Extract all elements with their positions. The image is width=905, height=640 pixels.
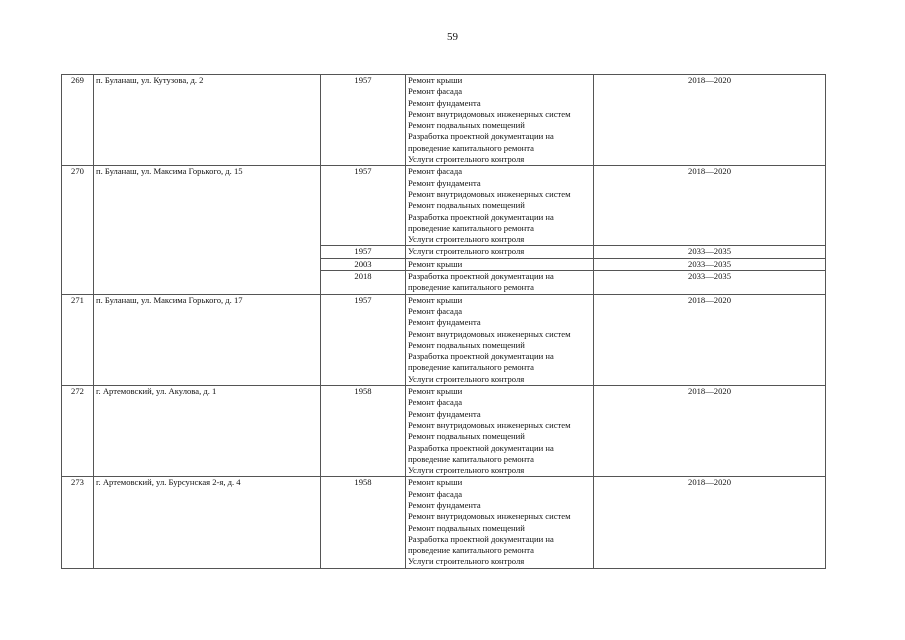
work-types-cell (406, 271, 594, 295)
table-row (62, 166, 826, 246)
period-cell: 2018—2020 (594, 386, 826, 477)
row-number: 272 (62, 386, 94, 477)
work-item: Услуги строительного контроля (408, 373, 525, 384)
period-cell: 2033—2035 (594, 258, 826, 270)
row-number: 273 (62, 477, 94, 568)
work-item: Ремонт фундамента (408, 97, 481, 108)
work-item: Разработка проектной документации на (408, 211, 554, 222)
period-cell: 2018—2020 (594, 166, 826, 246)
work-item: Ремонт подвальных помещений (408, 200, 525, 211)
work-item: Ремонт крыши (408, 294, 463, 305)
table-row (62, 386, 826, 477)
work-types-cell (406, 75, 594, 166)
work-item: Ремонт внутридомовых инженерных систем (408, 419, 571, 430)
work-item: проведение капитального ремонта (408, 362, 534, 373)
work-types-cell (406, 258, 594, 270)
work-item: Ремонт подвальных помещений (408, 431, 525, 442)
work-item: Разработка проектной документации на (408, 442, 554, 453)
work-item: Услуги строительного контроля (408, 234, 525, 245)
work-types-cell (406, 386, 594, 477)
work-item: Ремонт крыши (408, 75, 463, 85)
work-item: Разработка проектной документации на (408, 533, 554, 544)
work-item: Ремонт фундамента (408, 499, 481, 510)
work-item: Ремонт крыши (408, 477, 463, 488)
table-row (62, 477, 826, 568)
year-cell: 2018 (321, 271, 406, 295)
year-cell: 1957 (321, 166, 406, 246)
year-cell: 1957 (321, 75, 406, 166)
work-item: Ремонт крыши (408, 258, 463, 269)
work-item: Услуги строительного контроля (408, 556, 525, 567)
work-item: Ремонт фундамента (408, 408, 481, 419)
address-cell: п. Буланаш, ул. Максима Горького, д. 15 (94, 166, 321, 294)
period-cell: 2033—2035 (594, 271, 826, 295)
work-item: Ремонт подвальных помещений (408, 120, 525, 131)
table-row (62, 294, 826, 385)
row-number: 269 (62, 75, 94, 166)
work-item: Услуги строительного контроля (408, 154, 525, 165)
period-cell: 2018—2020 (594, 294, 826, 385)
work-item: Ремонт фасада (408, 166, 463, 177)
work-item: Ремонт внутридомовых инженерных систем (408, 188, 571, 199)
year-cell: 1957 (321, 294, 406, 385)
work-item: Разработка проектной документации на (408, 131, 554, 142)
work-item: проведение капитального ремонта (408, 545, 534, 556)
work-types-cell (406, 294, 594, 385)
work-types-cell (406, 166, 594, 246)
work-item: Услуги строительного контроля (408, 246, 525, 257)
address-cell: п. Буланаш, ул. Максима Горького, д. 17 (94, 294, 321, 385)
work-item: Ремонт подвальных помещений (408, 522, 525, 533)
work-types-cell (406, 477, 594, 568)
year-cell: 1958 (321, 386, 406, 477)
row-number: 270 (62, 166, 94, 294)
work-item: проведение капитального ремонта (408, 453, 534, 464)
work-item: проведение капитального ремонта (408, 142, 534, 153)
work-item: Ремонт фасада (408, 397, 463, 408)
work-types-cell (406, 246, 594, 258)
year-cell: 2003 (321, 258, 406, 270)
address-cell: п. Буланаш, ул. Кутузова, д. 2 (94, 75, 321, 166)
work-item: проведение капитального ремонта (408, 222, 534, 233)
year-cell: 1957 (321, 246, 406, 258)
work-item: Ремонт фундамента (408, 177, 481, 188)
repair-schedule-table (61, 74, 826, 569)
year-cell: 1958 (321, 477, 406, 568)
work-item: Ремонт внутридомовых инженерных систем (408, 328, 571, 339)
address-cell: г. Артемовский, ул. Акулова, д. 1 (94, 386, 321, 477)
work-item: Ремонт фасада (408, 86, 463, 97)
work-item: Разработка проектной документации на (408, 351, 554, 362)
work-item: Ремонт фасада (408, 488, 463, 499)
work-item: Ремонт фасада (408, 305, 463, 316)
work-item: Ремонт подвальных помещений (408, 339, 525, 350)
period-cell: 2018—2020 (594, 75, 826, 166)
page-number: 59 (447, 31, 458, 43)
work-item: Разработка проектной документации на (408, 271, 554, 282)
work-item: Ремонт фундамента (408, 317, 481, 328)
work-item: Ремонт внутридомовых инженерных систем (408, 511, 571, 522)
work-item: проведение капитального ремонта (408, 282, 534, 293)
period-cell: 2033—2035 (594, 246, 826, 258)
period-cell: 2018—2020 (594, 477, 826, 568)
work-item: Ремонт крыши (408, 386, 463, 397)
table-row (62, 75, 826, 166)
row-number: 271 (62, 294, 94, 385)
work-item: Ремонт внутридомовых инженерных систем (408, 108, 571, 119)
work-item: Услуги строительного контроля (408, 465, 525, 476)
address-cell: г. Артемовский, ул. Бурсунская 2-я, д. 4 (94, 477, 321, 568)
table-body (62, 75, 826, 569)
